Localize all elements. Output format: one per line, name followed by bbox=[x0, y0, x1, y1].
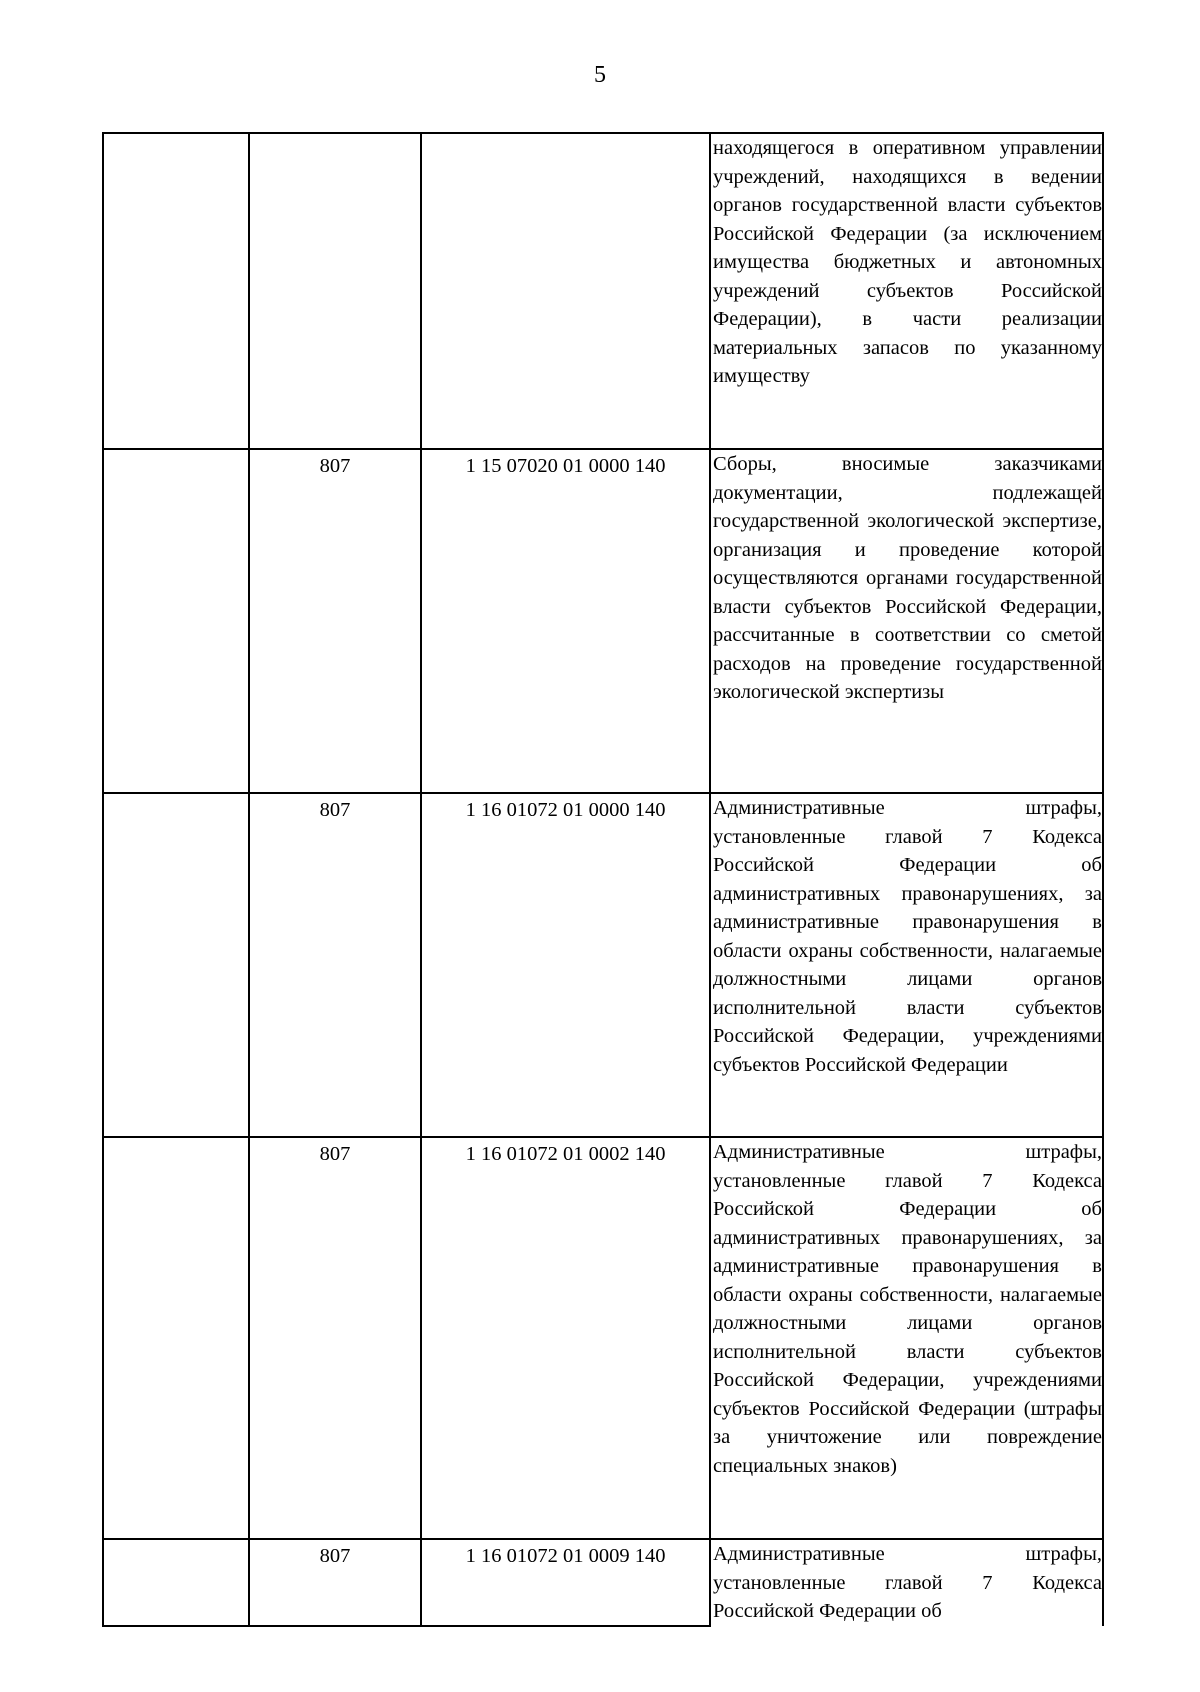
revenue-codes-table bbox=[102, 132, 1104, 1627]
description-cell: Административные штрафы, установленные главой 7 Кодекса Российской Федерации об административных правонарушениях, за административные правонарушения в области охраны собственности, налагаемые должностными лицами органов исполнительной власти субъектов Российской Федерации, учреждениями субъектов Российской Федерации (штрафы за уничтожение или повреждение специальных знаков) bbox=[710, 1137, 1103, 1539]
kbk-code-cell: 1 16 01072 01 0002 140 bbox=[421, 1137, 710, 1539]
description-cell: Административные штрафы, установленные главой 7 Кодекса Российской Федерации об административных правонарушениях, за административные правонарушения в области охраны собственности, налагаемые должностными лицами органов исполнительной власти субъектов Российской Федерации, учреждениями субъектов Российской Федерации bbox=[710, 793, 1103, 1137]
table-row bbox=[103, 793, 1103, 1137]
admin-code-cell: 807 bbox=[249, 449, 421, 793]
row-number-cell bbox=[103, 1137, 249, 1539]
admin-code-cell bbox=[249, 133, 421, 449]
table-row bbox=[103, 1539, 1103, 1626]
admin-code-cell: 807 bbox=[249, 1539, 421, 1626]
table-row bbox=[103, 133, 1103, 449]
row-number-cell bbox=[103, 449, 249, 793]
page-number: 5 bbox=[594, 62, 606, 88]
description-cell: Сборы, вносимые заказчиками документации, подлежащей государственной экологической экспертизе, организация и проведение которой осуществляются органами государственной власти субъектов Российской Федерации, рассчитанные в соответствии со сметой расходов на проведение государственной экологической экспертизы bbox=[710, 449, 1103, 793]
table-row bbox=[103, 449, 1103, 793]
table-row bbox=[103, 1137, 1103, 1539]
description-cell: Административные штрафы, установленные главой 7 Кодекса Российской Федерации об bbox=[710, 1539, 1103, 1626]
kbk-code-cell: 1 16 01072 01 0009 140 bbox=[421, 1539, 710, 1626]
kbk-code-cell: 1 16 01072 01 0000 140 bbox=[421, 793, 710, 1137]
row-number-cell bbox=[103, 1539, 249, 1626]
row-number-cell bbox=[103, 133, 249, 449]
description-cell: находящегося в оперативном управлении учреждений, находящихся в ведении органов государственной власти субъектов Российской Федерации (за исключением имущества бюджетных и автономных учреждений субъектов Российской Федерации), в части реализации материальных запасов по указанному имуществу bbox=[710, 133, 1103, 449]
admin-code-cell: 807 bbox=[249, 793, 421, 1137]
admin-code-cell: 807 bbox=[249, 1137, 421, 1539]
kbk-code-cell bbox=[421, 133, 710, 449]
kbk-code-cell: 1 15 07020 01 0000 140 bbox=[421, 449, 710, 793]
row-number-cell bbox=[103, 793, 249, 1137]
